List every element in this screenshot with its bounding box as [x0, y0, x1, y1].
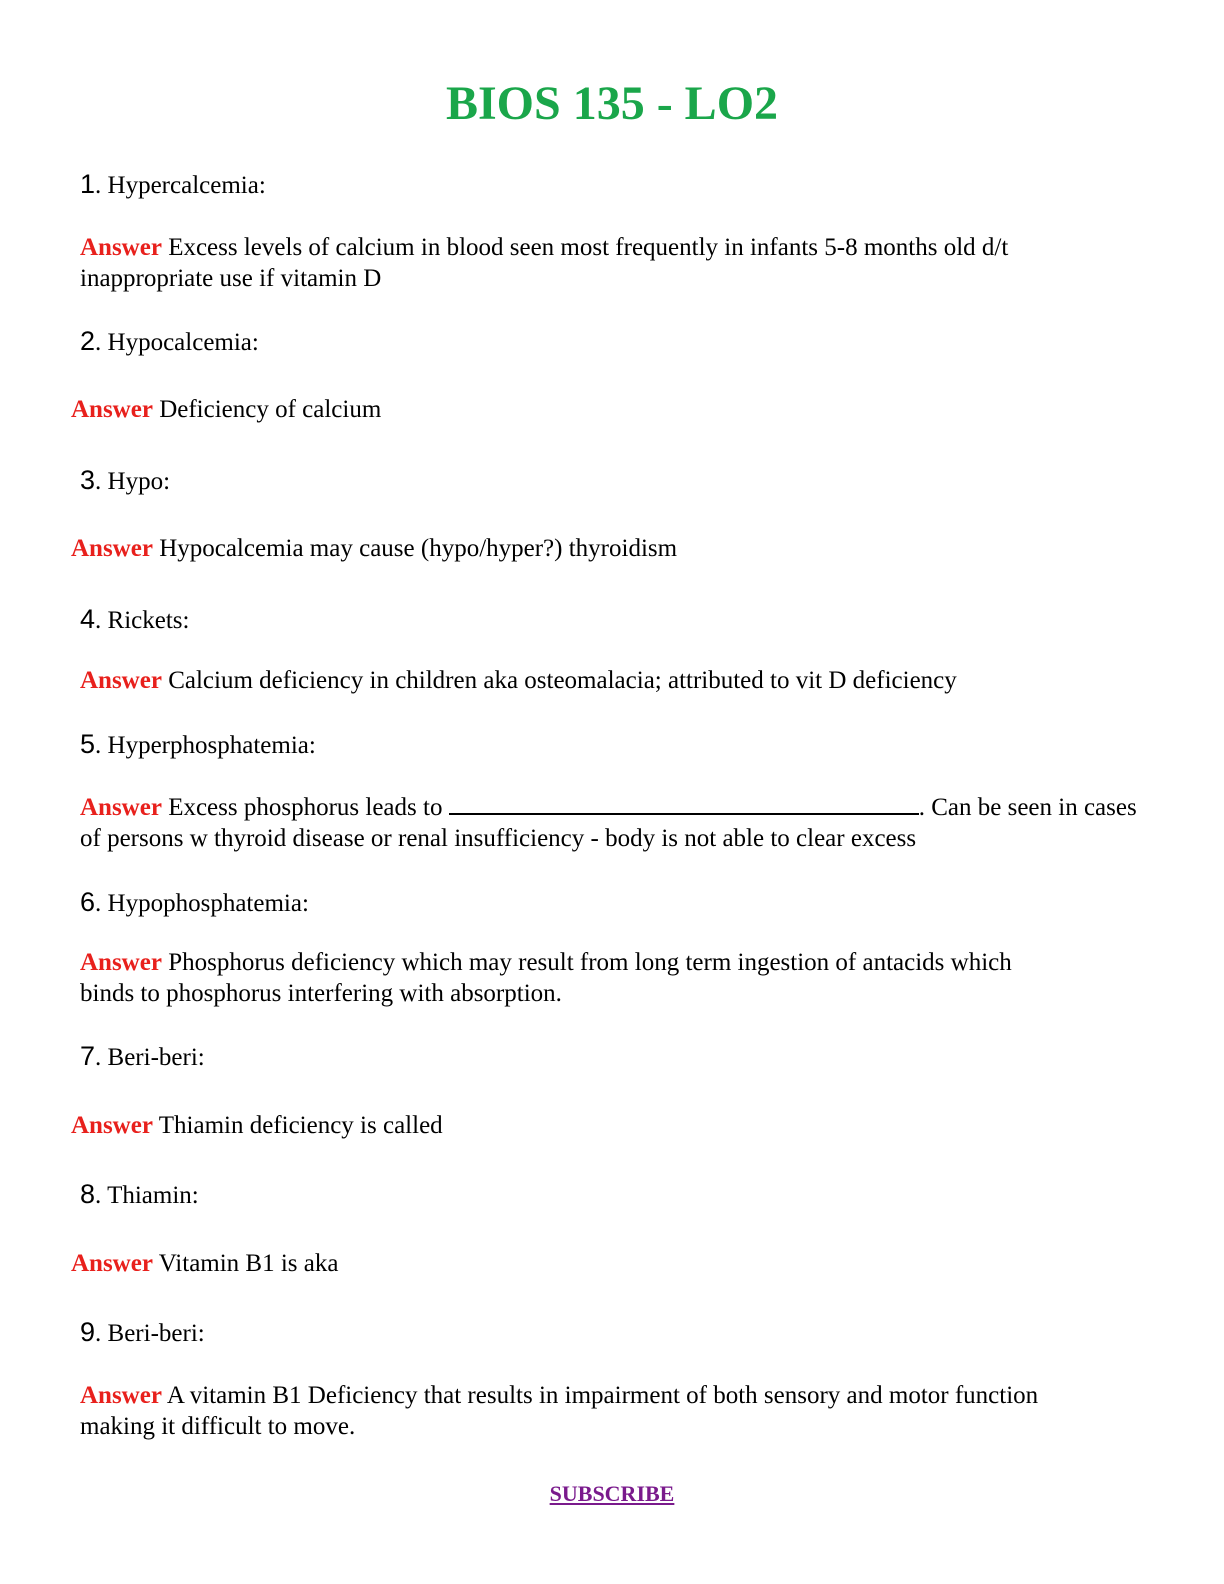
- question-7: 7. Beri-beri:: [80, 1041, 205, 1071]
- answer-label: Answer: [80, 949, 162, 976]
- question-2: 2. Hypocalcemia:: [80, 326, 259, 356]
- subscribe-link[interactable]: SUBSCRIBE: [549, 1481, 675, 1506]
- question-6: 6. Hypophosphatemia:: [80, 887, 309, 917]
- question-term: Hyperphosphatemia:: [107, 732, 316, 759]
- question-number: 6: [80, 887, 96, 917]
- answer-text: Excess levels of calcium in blood seen most frequently in infants 5-8 months old d/t inappropriate use if vitamin D: [80, 234, 1009, 292]
- answer-label: Answer: [71, 1250, 153, 1277]
- question-number: 8: [80, 1179, 96, 1209]
- answer-6: [80, 947, 1060, 1009]
- answer-1: [80, 232, 1140, 294]
- answer-text: Vitamin B1 is aka: [158, 1250, 339, 1277]
- question-4: 4. Rickets:: [80, 604, 190, 634]
- question-5: 5. Hyperphosphatemia:: [80, 729, 316, 759]
- question-9: 9. Beri-beri:: [80, 1317, 205, 1347]
- answer-9: [80, 1380, 1060, 1442]
- question-number: 2: [80, 326, 96, 356]
- answer-text-after: . Can be seen in cases of persons w thyroid disease or renal insufficiency - body is not able to clear excess: [80, 794, 1137, 852]
- page-title: BIOS 135 - LO2: [445, 77, 779, 130]
- question-3: 3. Hypo:: [80, 465, 171, 495]
- question-term: Hypo:: [107, 468, 171, 495]
- question-term: Beri-beri:: [107, 1320, 205, 1347]
- question-number: 5: [80, 729, 96, 759]
- fill-in-blank: [449, 791, 919, 815]
- answer-8: [71, 1248, 1131, 1279]
- question-term: Thiamin:: [107, 1182, 199, 1209]
- answer-text-before: Excess phosphorus leads to: [168, 794, 443, 821]
- answer-5: [80, 791, 1140, 854]
- question-term: Beri-beri:: [107, 1044, 205, 1071]
- answer-label: Answer: [71, 1112, 153, 1139]
- question-term: Hypercalcemia:: [107, 172, 266, 199]
- answer-7: [71, 1110, 1131, 1141]
- answer-text: Deficiency of calcium: [159, 396, 382, 423]
- answer-label: Answer: [80, 1382, 162, 1409]
- answer-label: Answer: [80, 794, 162, 821]
- answer-4: [80, 665, 1140, 696]
- question-term: Hypophosphatemia:: [107, 890, 309, 917]
- answer-3: [71, 533, 1131, 564]
- answer-label: Answer: [71, 535, 153, 562]
- question-term: Hypocalcemia:: [107, 329, 259, 356]
- answer-text: Phosphorus deficiency which may result from long term ingestion of antacids which binds to phosphorus interfering with absorption.: [80, 949, 1012, 1007]
- question-number: 4: [80, 604, 96, 634]
- answer-text: Hypocalcemia may cause (hypo/hyper?) thyroidism: [159, 535, 678, 562]
- question-number: 7: [80, 1041, 96, 1071]
- answer-label: Answer: [80, 667, 162, 694]
- question-number: 3: [80, 465, 96, 495]
- question-8: 8. Thiamin:: [80, 1179, 199, 1209]
- question-number: 9: [80, 1317, 96, 1347]
- answer-label: Answer: [71, 396, 153, 423]
- question-1: 1. Hypercalcemia:: [80, 169, 266, 199]
- question-number: 1: [80, 169, 96, 199]
- answer-text: Calcium deficiency in children aka osteomalacia; attributed to vit D deficiency: [168, 667, 957, 694]
- answer-text: Thiamin deficiency is called: [158, 1112, 443, 1139]
- answer-text: A vitamin B1 Deficiency that results in impairment of both sensory and motor function making it difficult to move.: [80, 1382, 1039, 1440]
- footer: [0, 1480, 1224, 1508]
- answer-label: Answer: [80, 234, 162, 261]
- answer-2: [71, 394, 1131, 425]
- question-term: Rickets:: [107, 607, 190, 634]
